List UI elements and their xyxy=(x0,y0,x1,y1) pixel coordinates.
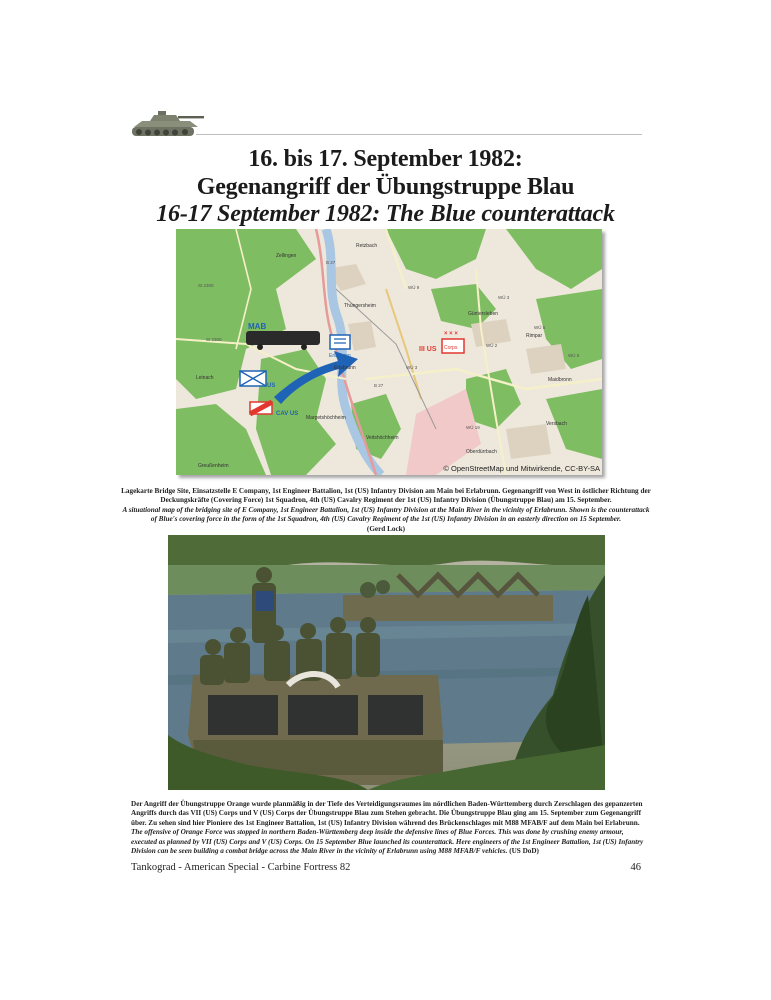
map-label-cav: CAV US xyxy=(276,411,299,417)
map-caption xyxy=(120,487,652,534)
photo-caption-english: The offensive of Orange Force was stopped in northern Baden-Württemberg deep inside the defensive lines of Blue Forces. This was done by crushing enemy armour, executed as planned by VII (US) Corps and V (US) Corps. On 15 September Blue launched its counterattack. Here engineers of the 1st Engineer Battalion, 1st (US) Infantry Division can be seen building a combat bridge across the Main River in the vicinity of Erlabrunn using M88 MFAB/F vehicles. xyxy=(131,828,644,856)
map-road-label: B 27 xyxy=(326,260,336,265)
map-road-label: WÜ 3 xyxy=(498,295,510,300)
photo-caption xyxy=(131,800,646,856)
map-label-mab: MAB xyxy=(248,322,267,331)
map-place-label: Zellingen xyxy=(276,253,297,259)
map-road-label: B 27 xyxy=(374,383,384,388)
photo-caption-credit: (US DoD) xyxy=(509,847,539,856)
map-attribution: © OpenStreetMap und Mitwirkende, CC-BY-SA xyxy=(443,464,600,473)
map-road-label: WÜ 5 xyxy=(534,325,546,330)
map-label-corps-box: Corps xyxy=(444,345,458,351)
map-label-bridge: Erlabrunn xyxy=(329,353,351,359)
photo-soldiers-on-amphibious-vehicle xyxy=(168,535,605,790)
tank-icon xyxy=(128,107,206,139)
map-place-label: Versbach xyxy=(546,421,567,427)
page-number: 46 xyxy=(630,862,641,873)
map-road-label: WÜ 3 xyxy=(406,365,418,370)
map-caption-english: A situational map of the bridging site of E Company, 1st Engineer Battalion, 1st (US) Infantry Division at the Main River in the vicinity of Erlabrunn. Shown is the counterattack of Blue's covering force in the form of the 1st Squadron, 4th (US) Cavalry Regiment of the 1st (US) Infantry Division in an easterly direction on 15 September. xyxy=(122,505,650,524)
map-road-label: WÜ 19 xyxy=(466,425,480,430)
map-place-label: Rimpar xyxy=(526,333,543,339)
photo-caption-german: Der Angriff der Übungstruppe Orange wurde planmäßig in der Tiefe des Verteidigungsraumes im nördlichen Baden-Württemberg durch Zerschlagen des gepanzerten Angriffs durch das VII (US) Corps und V (US) Corps der Übungstruppe Blau zum Stehen gebracht. Die Übungstruppe Blau ging am 15. September zum Gegenangriff über. Zu sehen sind hier Pioniere des 1st Engineer Battalion, 1st (US) Infantry Division während des Brückenschlages mit M88 MFAB/F auf dem Main bei Erlabrunn. xyxy=(131,800,643,827)
map-road-label: WÜ 2 xyxy=(486,343,498,348)
map-caption-german: Lagekarte Bridge Site, Einsatzstelle E Company, 1st Engineer Battalion, 1st (US) Infantry Division am Main bei Erlabrunn. Gegenangriff von West in östlicher Richtung der Deckungskräfte (Covering Force) 1st Squadron, 4th (US) Cavalry Regiment der 1st (US) Infantry Division (Übungstruppe Blau) am 15. September. xyxy=(121,487,651,505)
map-caption-credit: (Gerd Lock) xyxy=(366,524,406,533)
map-label-corps: III US xyxy=(419,346,437,353)
map-road-label: WÜ 5 xyxy=(568,353,580,358)
svg-text:× × ×: × × × xyxy=(444,331,458,337)
map-place-label: Maidbronn xyxy=(548,377,572,383)
map-road-label: St 2300 xyxy=(206,337,222,342)
map-place-label: Güntersleben xyxy=(468,311,499,317)
title-german-line-2: Gegenangriff der Übungstruppe Blau xyxy=(196,174,575,200)
map-place-label: Thüngersheim xyxy=(344,303,376,309)
header-rule xyxy=(196,134,642,135)
title-english: 16-17 September 1982: The Blue counterattack xyxy=(156,201,615,227)
situation-map xyxy=(176,229,602,475)
map-place-label: Retzbach xyxy=(356,243,378,249)
map-place-label: Erlabrunn xyxy=(334,365,356,371)
title-german-line-1: 16. bis 17. September 1982: xyxy=(248,146,523,172)
map-place-label: Leinach xyxy=(196,375,214,381)
footer-publication: Tankograd - American Special - Carbine Fortress 82 xyxy=(131,862,351,873)
map-place-label: Veitshöchheim xyxy=(366,435,399,441)
map-place-label: Margetshöchheim xyxy=(306,415,346,421)
map-place-label: Oberdürrbach xyxy=(466,449,497,455)
map-road-label: St 2300 xyxy=(198,283,214,288)
map-road-label: WÜ 9 xyxy=(408,285,420,290)
map-place-label: Greußenheim xyxy=(198,463,229,469)
map-label-us: US xyxy=(267,383,276,389)
